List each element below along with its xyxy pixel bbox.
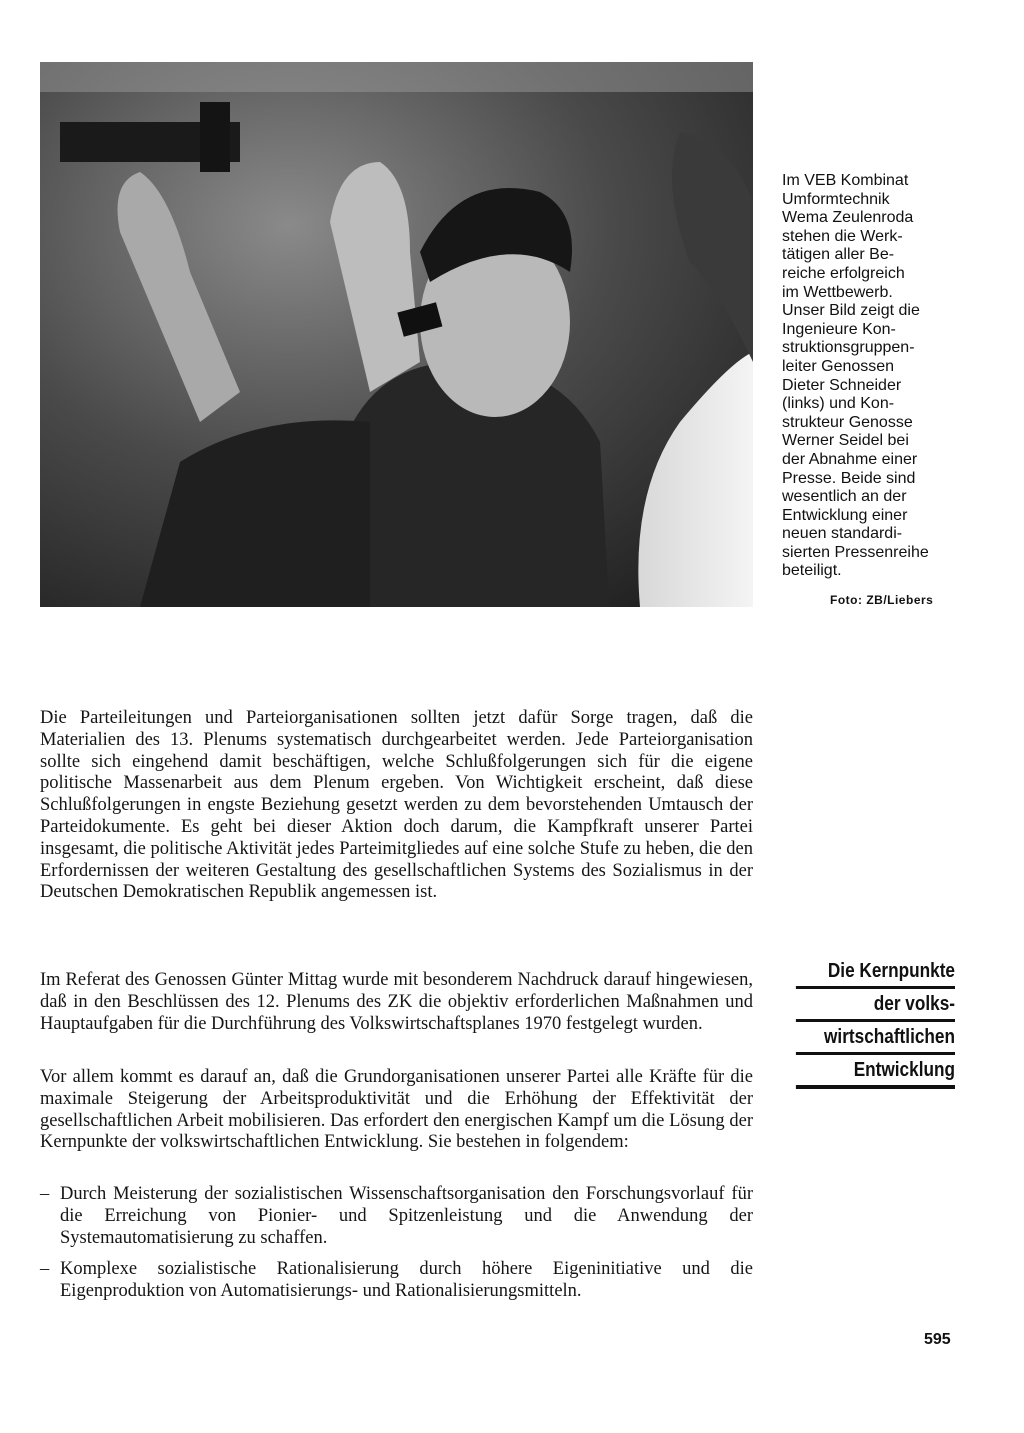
body-paragraph-2 — [40, 970, 753, 1035]
caption-line: strukteur Genosse — [782, 413, 913, 431]
paragraph-text: Vor allem kommt es darauf an, daß die Grundorganisationen unserer Partei alle Kräfte für die maximale Steigerung der Arbeitsproduktivität und die Erhöhung der Effektivität der gesellschaftlichen Arbeit mobilisieren. Das erfordert den energischen Kampf um die Lösung der Kernpunkte der volkswirtschaftlichen Entwicklung. Sie bestehen in folgendem: — [40, 1067, 753, 1153]
caption-line: leiter Genossen — [782, 357, 895, 375]
photo-caption — [782, 172, 977, 581]
side-heading-line: der volks- — [796, 989, 955, 1022]
caption-line: Entwicklung einer — [782, 506, 908, 524]
dash-bullet: – — [40, 1259, 50, 1280]
caption-line: Presse. Beide sind — [782, 469, 916, 487]
photo-credit: Foto: ZB/Liebers — [830, 593, 934, 607]
bullet-list — [40, 1184, 753, 1313]
caption-line: Unser Bild zeigt die — [782, 302, 920, 320]
press-photo — [40, 62, 753, 607]
page-number: 595 — [924, 1331, 951, 1348]
list-item — [40, 1259, 753, 1303]
photo-icon — [40, 62, 753, 607]
caption-line: stehen die Werk- — [782, 227, 903, 245]
caption-line: Im VEB Kombinat — [782, 172, 909, 189]
caption-line: wesentlich an der — [782, 488, 907, 506]
caption-line: Dieter Schneider — [782, 376, 902, 394]
caption-line: Wema Zeulenroda — [782, 209, 914, 227]
caption-line: reiche erfolgreich — [782, 264, 905, 282]
caption-line: der Abnahme einer — [782, 450, 918, 468]
caption-line: im Wettbewerb. — [782, 283, 893, 301]
caption-line: struktionsgruppen- — [782, 339, 915, 357]
caption-line: Ingenieure Kon- — [782, 320, 896, 338]
caption-line: neuen standardi- — [782, 525, 903, 543]
paragraph-text: Im Referat des Genossen Günter Mittag wurde mit besonderem Nachdruck darauf hingewiesen, daß in den Beschlüssen des 12. Plenums des ZK die objektiv erforderlichen Maßnahmen und Hauptaufgaben für die Durchführung des Volkswirtschaftsplanes 1970 festgelegt wurden. — [40, 970, 753, 1034]
caption-line: sierten Pressenreihe — [782, 543, 929, 561]
list-item-text: Komplexe sozialistische Rationalisierung durch höhere Eigeninitiative und die Eigenproduktion von Automatisierungs- und Rationalisierungsmitteln. — [60, 1259, 753, 1302]
caption-line: Werner Seidel bei — [782, 432, 909, 450]
side-heading-line: wirtschaftlichen — [796, 1022, 955, 1055]
paragraph-text: Die Parteileitungen und Parteiorganisationen sollten jetzt dafür Sorge tragen, daß die Materialien des 13. Plenums systematisch durchgearbeitet werden. Jede Parteiorganisation sollte sich eingehend damit beschäftigen, welche Schlußfolgerungen sich für die eigene politische Massenarbeit aus dem Plenum ergeben. Von Wichtigkeit erscheint, daß diese Schlußfolgerungen in engste Beziehung gesetzt werden zu dem bevorstehenden Umtausch der Parteidokumente. Es geht bei dieser Aktion doch darum, die Kampfkraft unserer Partei insgesamt, die politische Aktivität jedes Parteimitgliedes auf eine solche Stufe zu heben, die den Erfordernissen der weiteren Gestaltung des gesellschaftlichen Systems des Sozialismus in der Deutschen Demokratischen Republik angemessen ist. — [40, 708, 753, 903]
caption-line: beteiligt. — [782, 562, 842, 580]
dash-bullet: – — [40, 1184, 50, 1204]
side-heading-line: Entwicklung — [796, 1055, 955, 1089]
list-item-text: Durch Meisterung der sozialistischen Wissenschaftsorganisation den Forschungsvorlauf für die Erreichung von Pionier- und Spitzenleistung und die Anwendung der Systemautomatisierung zu schaffen. — [60, 1184, 753, 1248]
body-paragraph-1 — [40, 708, 753, 904]
list-item — [40, 1184, 753, 1249]
caption-line: Umformtechnik — [782, 190, 890, 208]
side-heading — [796, 956, 955, 1089]
caption-line: (links) und Kon- — [782, 395, 895, 413]
side-heading-line: Die Kernpunkte — [796, 956, 955, 989]
body-paragraph-3 — [40, 1067, 753, 1154]
caption-line: tätigen aller Be- — [782, 246, 895, 264]
